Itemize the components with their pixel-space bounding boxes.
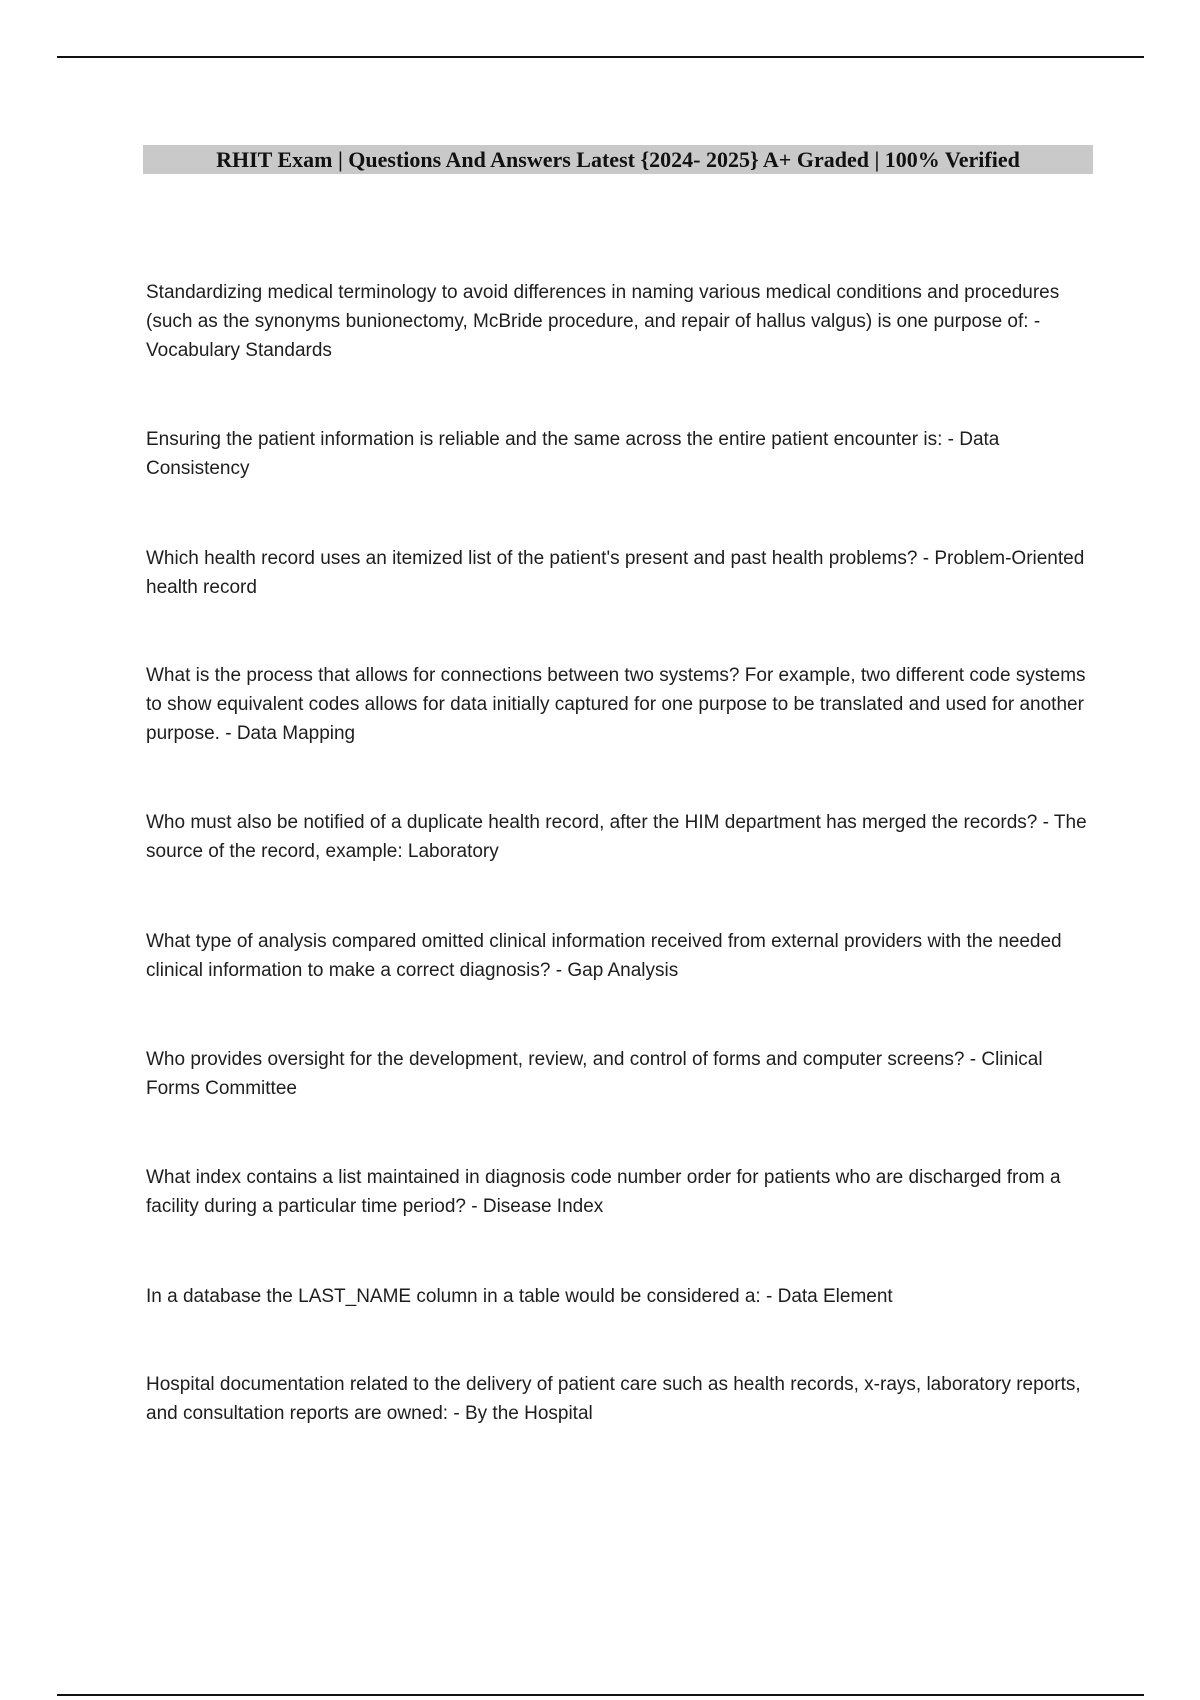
qa-item-8: What index contains a list maintained in diagnosis code number order for patients who are discharged from a facility during a particular time period? - Disease Index — [146, 1167, 1061, 1217]
footer-rule — [57, 1694, 1144, 1696]
qa-item-1: Standardizing medical terminology to avoid differences in naming various medical conditions and procedures (such as the synonyms bunionectomy, McBride procedure, and repair of hallus valgus) is one purpose of: - Vocabulary Standards — [146, 282, 1060, 361]
qa-item-3: Which health record uses an itemized list of the patient's present and past health problems? - Problem-Oriented health record — [146, 548, 1085, 598]
qa-item-2: Ensuring the patient information is reliable and the same across the entire patient encounter is: - Data Consistency — [146, 429, 1000, 479]
header-rule — [57, 56, 1144, 58]
qa-item-6: What type of analysis compared omitted clinical information received from external providers with the needed clinical information to make a correct diagnosis? - Gap Analysis — [146, 931, 1062, 981]
document-title-bar — [143, 145, 1093, 174]
qa-item-5: Who must also be notified of a duplicate health record, after the HIM department has merged the records? - The source of the record, example: Laboratory — [146, 812, 1087, 862]
qa-item-4: What is the process that allows for connections between two systems? For example, two different code systems to show equivalent codes allows for data initially captured for one purpose to be translated and used for another purpose. - Data Mapping — [146, 665, 1086, 744]
qa-item-7: Who provides oversight for the development, review, and control of forms and computer screens? - Clinical Forms Committee — [146, 1049, 1043, 1099]
qa-item-9: In a database the LAST_NAME column in a table would be considered a: - Data Element — [146, 1286, 893, 1307]
document-title: RHIT Exam | Questions And Answers Latest {2024- 2025} A+ Graded | 100% Verified — [216, 146, 1020, 172]
qa-item-10: Hospital documentation related to the delivery of patient care such as health records, x-rays, laboratory reports, and consultation reports are owned: - By the Hospital — [146, 1374, 1081, 1424]
